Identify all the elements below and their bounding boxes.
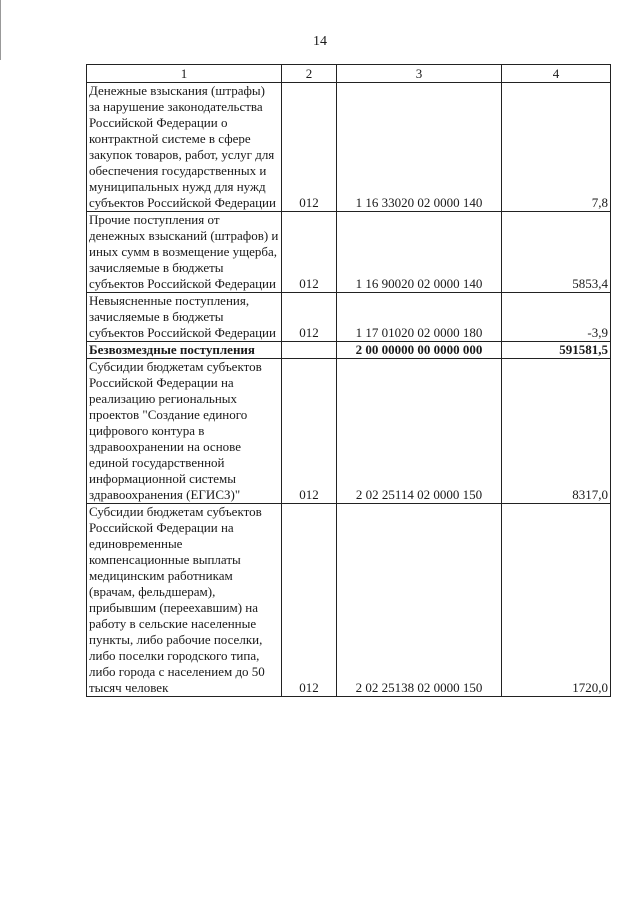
column-header-1: 1 bbox=[87, 65, 282, 83]
row-description: Субсидии бюджетам субъектов Российской Федерации на единовременные компенсационные выплаты медицинским работникам (врачам, фельдшерам), прибывшим (переехавшим) на работу в сельские населенные пункты, либо рабочие поселки, либо поселки городского типа, либо города с населением до 50 тысяч человек bbox=[87, 504, 282, 697]
row-admin-code: 012 bbox=[282, 212, 337, 293]
revenue-table bbox=[86, 64, 611, 697]
row-admin-code: 012 bbox=[282, 504, 337, 697]
row-budget-code: 2 02 25114 02 0000 150 bbox=[337, 359, 502, 504]
row-amount: 5853,4 bbox=[502, 212, 611, 293]
table-row bbox=[87, 359, 611, 504]
row-description: Невыясненные поступления, зачисляемые в бюджеты субъектов Российской Федерации bbox=[87, 293, 282, 342]
row-amount: 8317,0 bbox=[502, 359, 611, 504]
row-budget-code: 1 16 90020 02 0000 140 bbox=[337, 212, 502, 293]
scan-margin-line bbox=[0, 0, 4, 60]
table-row bbox=[87, 83, 611, 212]
row-description: Денежные взыскания (штрафы) за нарушение законодательства Российской Федерации о контрактной системе в сфере закупок товаров, работ, услуг для обеспечения государственных и муниципальных нужд для нужд субъектов Российской Федерации bbox=[87, 83, 282, 212]
row-budget-code: 2 00 00000 00 0000 000 bbox=[337, 342, 502, 359]
row-amount: -3,9 bbox=[502, 293, 611, 342]
row-amount: 1720,0 bbox=[502, 504, 611, 697]
row-admin-code: 012 bbox=[282, 293, 337, 342]
table-row-total bbox=[87, 342, 611, 359]
table-row bbox=[87, 504, 611, 697]
column-header-3: 3 bbox=[337, 65, 502, 83]
column-header-4: 4 bbox=[502, 65, 611, 83]
table-row bbox=[87, 293, 611, 342]
row-admin-code: 012 bbox=[282, 83, 337, 212]
table-header-row bbox=[87, 65, 611, 83]
row-description: Безвозмездные поступления bbox=[87, 342, 282, 359]
row-admin-code bbox=[282, 342, 337, 359]
table-row bbox=[87, 212, 611, 293]
row-budget-code: 1 16 33020 02 0000 140 bbox=[337, 83, 502, 212]
row-amount: 591581,5 bbox=[502, 342, 611, 359]
row-description: Субсидии бюджетам субъектов Российской Федерации на реализацию региональных проектов "Создание единого цифрового контура в здравоохранении на основе единой государственной информационной системы здравоохранения (ЕГИСЗ)" bbox=[87, 359, 282, 504]
row-budget-code: 2 02 25138 02 0000 150 bbox=[337, 504, 502, 697]
column-header-2: 2 bbox=[282, 65, 337, 83]
row-budget-code: 1 17 01020 02 0000 180 bbox=[337, 293, 502, 342]
row-description: Прочие поступления от денежных взысканий (штрафов) и иных сумм в возмещение ущерба, зачисляемые в бюджеты субъектов Российской Федерации bbox=[87, 212, 282, 293]
row-amount: 7,8 bbox=[502, 83, 611, 212]
page-number: 14 bbox=[313, 34, 327, 49]
row-admin-code: 012 bbox=[282, 359, 337, 504]
